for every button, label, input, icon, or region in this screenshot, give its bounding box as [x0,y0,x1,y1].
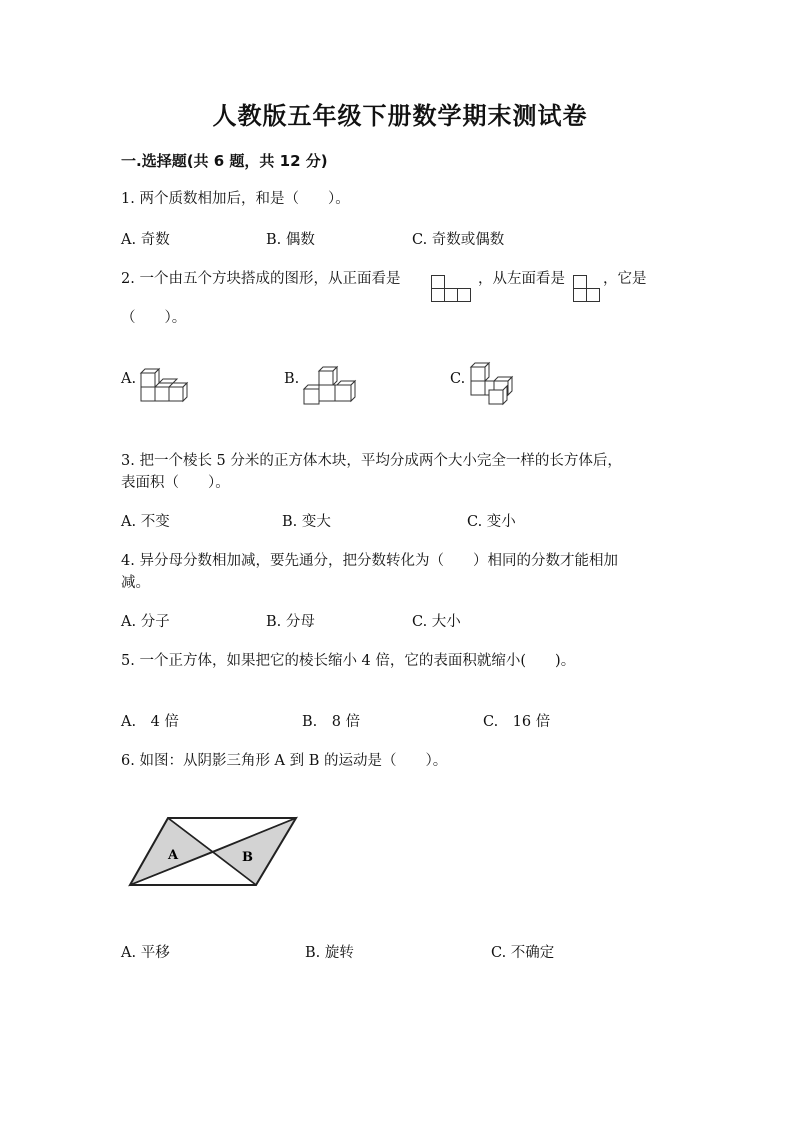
left-view-icon [573,275,603,303]
question-6-text: 6. 如图：从阴影三角形 A 到 B 的运动是（ ）。 [121,753,448,769]
triangle-b [213,818,296,885]
question-1-option-b[interactable]: B. 偶数 [266,232,315,248]
question-4-option-a[interactable]: A. 分子 [121,614,170,630]
question-4-option-c[interactable]: C. 大小 [412,614,461,630]
question-2-option-a[interactable]: A. [121,371,137,387]
question-3-text-line1: 3. 把一个棱长 5 分米的正方体木块，平均分成两个大小完全一样的长方体后， [121,453,622,469]
question-3-option-a[interactable]: A. 不变 [121,514,170,530]
question-2-text-part1: 2. 一个由五个方块搭成的图形，从正面看是 [121,271,401,287]
question-1-option-a[interactable]: A. 奇数 [121,232,170,248]
question-2-option-b[interactable]: B. [284,371,300,387]
question-5-option-a[interactable]: A. 4 倍 [121,714,179,730]
question-2-text-part3: ，它是 [603,271,647,287]
question-6-option-c[interactable]: C. 不确定 [491,945,555,961]
question-1-text: 1. 两个质数相加后，和是（ ）。 [121,191,350,207]
option-c-cube-figure [468,362,520,408]
question-5-option-b[interactable]: B. 8 倍 [302,714,361,730]
question-2-text-part2: ，从左面看是 [478,271,565,287]
question-6-option-a[interactable]: A. 平移 [121,945,170,961]
front-view-icon [431,275,473,303]
label-b: B [242,850,253,865]
question-4-text-line1: 4. 异分母分数相加减，要先通分，把分数转化为（ ）相同的分数才能相加 [121,553,618,569]
question-2-text-line2: （ ）。 [121,310,187,326]
option-b-cube-figure [301,366,357,408]
page-title: 人教版五年级下册数学期末测试卷 [212,102,588,130]
label-a: A [168,848,179,863]
parallelogram-figure [128,815,300,889]
section-heading: 一.选择题(共 6 题，共 12 分) [121,152,328,170]
question-1-option-c[interactable]: C. 奇数或偶数 [412,232,505,248]
question-5-text: 5. 一个正方体，如果把它的棱长缩小 4 倍，它的表面积就缩小( )。 [121,653,576,669]
question-3-text-line2: 表面积（ ）。 [121,475,230,491]
question-6-option-b[interactable]: B. 旋转 [305,945,354,961]
option-a-cube-figure [138,368,190,408]
question-4-option-b[interactable]: B. 分母 [266,614,315,630]
question-2-option-c[interactable]: C. [450,371,466,387]
question-3-option-b[interactable]: B. 变大 [282,514,331,530]
question-4-text-line2: 减。 [121,575,150,591]
question-3-option-c[interactable]: C. 变小 [467,514,516,530]
question-5-option-c[interactable]: C. 16 倍 [483,714,551,730]
